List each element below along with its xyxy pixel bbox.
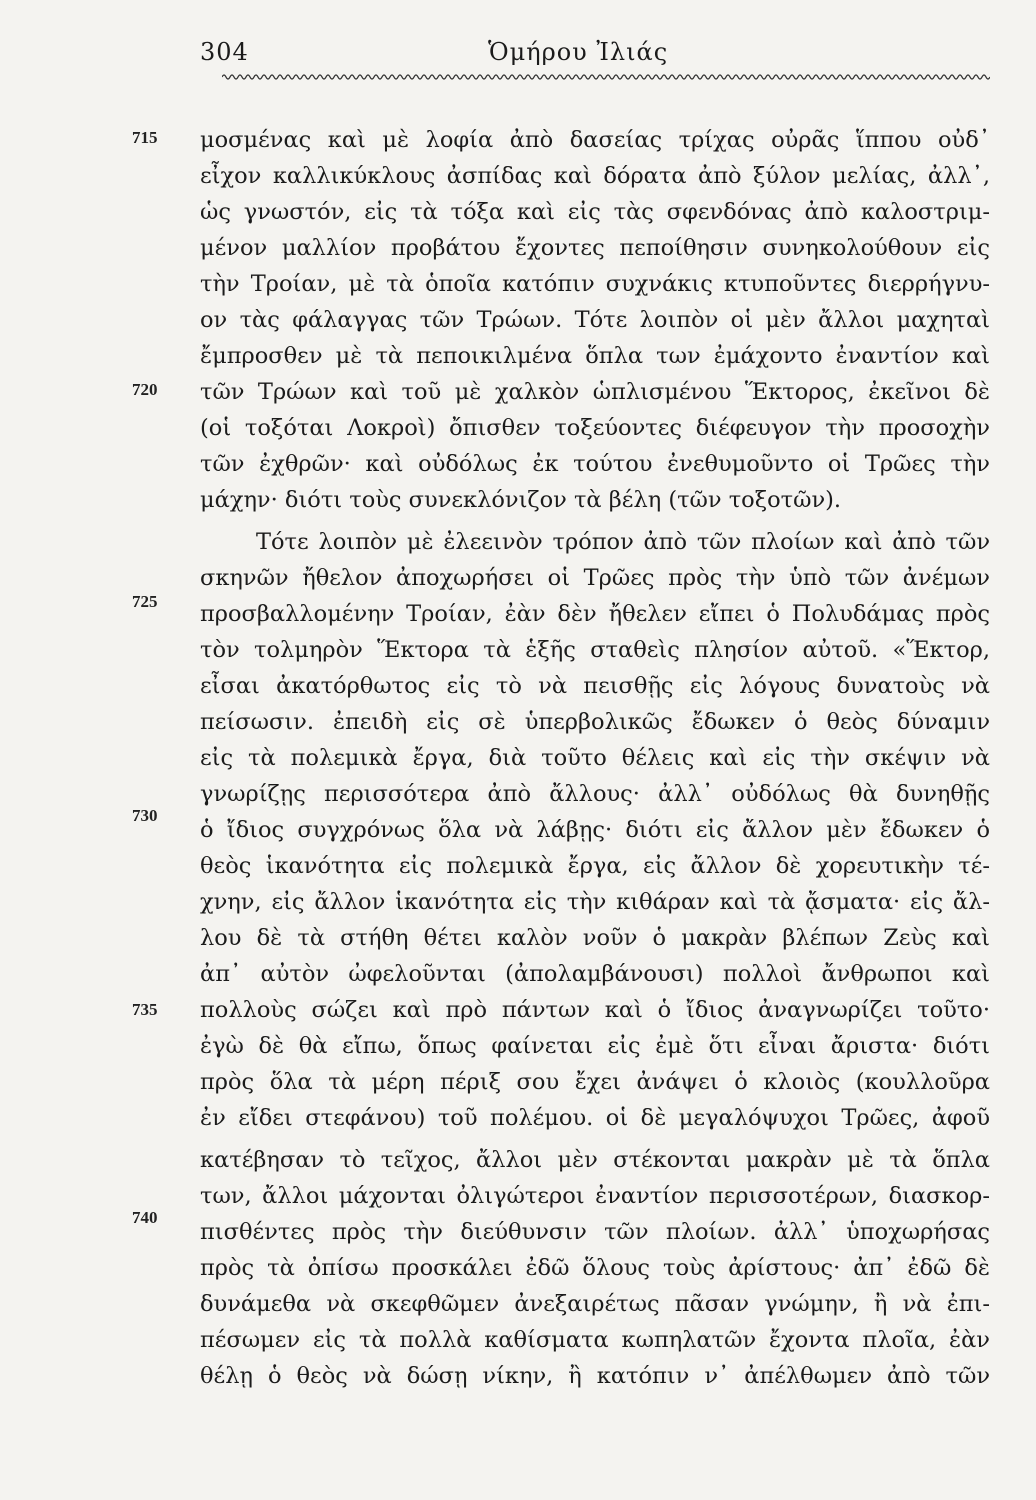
text-line: μένον μαλλίον προβάτου ἔχοντες πεποίθησιν συνηκολούθουν εἰς: [200, 235, 990, 261]
margin-line-numbers: [0, 0, 180, 1500]
text-line: ἀπ᾽ αὐτὸν ὠφελοῦνται (ἀπολαμβάνουσι) πολλοὶ ἄνθρωποι καὶ: [200, 961, 990, 987]
text-line: τὸν τολμηρὸν Ἕκτορα τὰ ἑξῆς σταθεὶς πλησίον αὐτοῦ. «Ἕκτορ,: [200, 637, 990, 663]
text-line: πέσωμεν εἰς τὰ πολλὰ καθίσματα κωπηλατῶν ἔχοντα πλοῖα, ἐὰν: [200, 1327, 990, 1353]
text-line: ἔμπροσθεν μὲ τὰ πεποικιλμένα ὅπλα των ἐμάχοντο ἐναντίον καὶ: [200, 343, 990, 369]
text-line: προσβαλλομένην Τροίαν, ἐὰν δὲν ἤθελεν εἴπει ὁ Πολυδάμας πρὸς: [200, 601, 990, 627]
decorative-wavy-rule: [222, 72, 990, 82]
line-number-715: 715: [132, 128, 158, 147]
text-line: τὴν Τροίαν, μὲ τὰ ὁποῖα κατόπιν συχνάκις κτυποῦντες διερρήγνυ-: [200, 271, 990, 297]
body-text: [200, 122, 990, 1394]
text-line: ὡς γνωστόν, εἰς τὰ τόξα καὶ εἰς τὰς σφενδόνας ἀπὸ καλοστριμ-: [200, 199, 990, 225]
text-line: ὁ ἴδιος συγχρόνως ὅλα νὰ λάβῃς· διότι εἰς ἄλλον μὲν ἔδωκεν ὁ: [200, 817, 990, 843]
text-line: πρὸς τὰ ὀπίσω προσκάλει ἐδῶ ὅλους τοὺς ἀρίστους· ἀπ᾽ ἐδῶ δὲ: [200, 1255, 990, 1281]
line-number-740: 740: [132, 1208, 158, 1227]
text-line: εἶσαι ἀκατόρθωτος εἰς τὸ νὰ πεισθῇς εἰς λόγους δυνατοὺς νὰ: [200, 673, 990, 699]
text-line: λου δὲ τὰ στήθη θέτει καλὸν νοῦν ὁ μακρὰν βλέπων Ζεὺς καὶ: [200, 925, 990, 951]
line-number-735: 735: [132, 1000, 158, 1019]
page-number: 304: [200, 38, 249, 66]
text-line: τῶν Τρώων καὶ τοῦ μὲ χαλκὸν ὡπλισμένου Ἕκτορος, ἐκεῖνοι δὲ: [200, 379, 990, 405]
line-number-720: 720: [132, 380, 158, 399]
text-line: κατέβησαν τὸ τεῖχος, ἄλλοι μὲν στέκονται μακρὰν μὲ τὰ ὅπλα: [200, 1147, 990, 1173]
text-line: ἐν εἴδει στεφάνου) τοῦ πολέμου. οἱ δὲ μεγαλόψυχοι Τρῶες, ἀφοῦ: [200, 1105, 990, 1131]
running-title: Ὁμήρου Ἰλιάς: [488, 38, 669, 66]
text-line: πρὸς ὅλα τὰ μέρη πέριξ σου ἔχει ἀνάψει ὁ κλοιὸς (κουλλοῦρα: [200, 1069, 990, 1095]
text-line: θεὸς ἱκανότητα εἰς πολεμικὰ ἔργα, εἰς ἄλλον δὲ χορευτικὴν τέ-: [200, 853, 990, 879]
text-line: εἰς τὰ πολεμικὰ ἔργα, διὰ τοῦτο θέλεις καὶ εἰς τὴν σκέψιν νὰ: [200, 745, 990, 771]
text-line: σκηνῶν ἤθελον ἀποχωρήσει οἱ Τρῶες πρὸς τὴν ὑπὸ τῶν ἀνέμων: [200, 565, 990, 591]
text-line: γνωρίζῃς περισσότερα ἀπὸ ἄλλους· ἀλλ᾽ οὐδόλως θὰ δυνηθῇς: [200, 781, 990, 807]
text-line: ον τὰς φάλαγγας τῶν Τρώων. Τότε λοιπὸν οἱ μὲν ἄλλοι μαχηταὶ: [200, 307, 990, 333]
line-number-730: 730: [132, 806, 158, 825]
text-line: πισθέντες πρὸς τὴν διεύθυνσιν τῶν πλοίων. ἀλλ᾽ ὑποχωρήσας: [200, 1219, 990, 1245]
text-line: ἐγὼ δὲ θὰ εἴπω, ὅπως φαίνεται εἰς ἐμὲ ὅτι εἶναι ἄριστα· διότι: [200, 1033, 990, 1059]
text-line: μοσμένας καὶ μὲ λοφία ἀπὸ δασείας τρίχας οὐρᾶς ἵππου οὐδ᾽: [200, 127, 990, 153]
text-line: (οἱ τοξόται Λοκροὶ) ὄπισθεν τοξεύοντες διέφευγον τὴν προσοχὴν: [200, 415, 990, 441]
text-line: χνην, εἰς ἄλλον ἱκανότητα εἰς τὴν κιθάραν καὶ τὰ ᾄσματα· εἰς ἄλ-: [200, 889, 990, 915]
text-line: θέλῃ ὁ θεὸς νὰ δώσῃ νίκην, ἢ κατόπιν ν᾽ ἀπέλθωμεν ἀπὸ τῶν: [200, 1363, 990, 1389]
text-line: τῶν ἐχθρῶν· καὶ οὐδόλως ἐκ τούτου ἐνεθυμοῦντο οἱ Τρῶες τὴν: [200, 451, 990, 477]
text-line: δυνάμεθα νὰ σκεφθῶμεν ἀνεξαιρέτως πᾶσαν γνώμην, ἢ νὰ ἐπι-: [200, 1291, 990, 1317]
text-line: Τότε λοιπὸν μὲ ἐλεεινὸν τρόπον ἀπὸ τῶν πλοίων καὶ ἀπὸ τῶν: [256, 529, 990, 555]
line-number-725: 725: [132, 592, 158, 611]
text-line: πολλοὺς σώζει καὶ πρὸ πάντων καὶ ὁ ἴδιος ἀναγνωρίζει τοῦτο·: [200, 997, 990, 1023]
text-line: εἶχον καλλικύκλους ἀσπίδας καὶ δόρατα ἀπὸ ξύλον μελίας, ἀλλ᾽,: [200, 163, 990, 189]
text-line: μάχην· διότι τοὺς συνεκλόνιζον τὰ βέλη (τῶν τοξοτῶν).: [200, 487, 842, 513]
text-line: πείσωσιν. ἐπειδὴ εἰς σὲ ὑπερβολικῶς ἔδωκεν ὁ θεὸς δύναμιν: [200, 709, 990, 735]
text-line: των, ἄλλοι μάχονται ὀλιγώτεροι ἐναντίον περισσοτέρων, διασκορ-: [200, 1183, 990, 1209]
